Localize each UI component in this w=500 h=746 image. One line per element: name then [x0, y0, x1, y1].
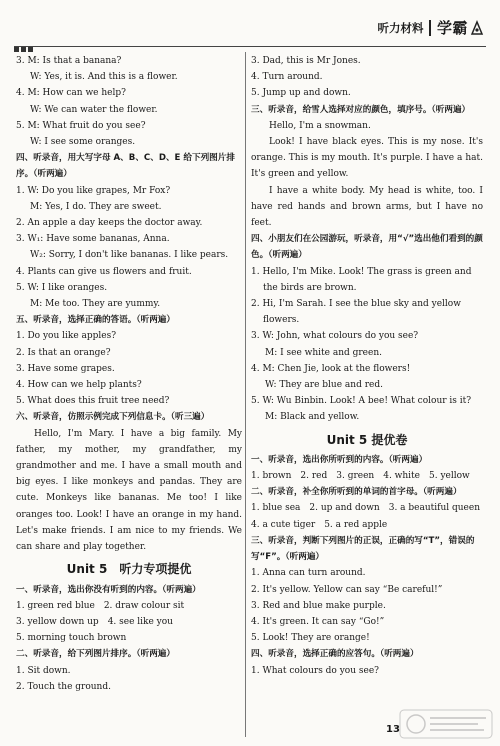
header-rule: [14, 46, 486, 47]
left-text-line: 1. green red blue 2. draw colour sit: [16, 600, 185, 611]
left-section-heading: 四、听录音，用大写字母 A、B、C、D、E 给下列图片排序。（听两遍）: [16, 153, 235, 180]
page-number: 13: [386, 724, 400, 735]
right-text-line: 1. Anna can turn around.: [251, 568, 366, 579]
right-text-line: 4. a cute tiger 5. a red apple: [251, 519, 388, 530]
left-text-line: W: We can water the flower.: [30, 104, 158, 115]
right-paragraph: I have a white body. My head is white, too. I have red hands and brown arms, but I have no feet.: [251, 185, 483, 229]
left-section-heading: 六、听录音，仿照示例完成下列信息卡。（听三遍）: [16, 412, 210, 423]
right-column: [251, 53, 483, 679]
left-section-heading: 一、听录音，选出你没有听到的内容。（听两遍）: [16, 584, 201, 595]
right-text-line: 4. M: Chen Jie, look at the flowers!: [251, 363, 411, 374]
left-text-line: 3. M: Is that a banana?: [16, 56, 122, 66]
right-text-line: 3. Red and blue make purple.: [251, 600, 386, 611]
right-text-line: 1. brown 2. red 3. green 4. white 5. yellow: [251, 471, 470, 482]
right-unit-heading: Unit 5 提优卷: [326, 432, 408, 447]
left-text-line: 4. M: How can we help?: [16, 88, 126, 99]
left-text-line: 5. W: I like oranges.: [16, 282, 108, 293]
right-text-line: 1. blue sea 2. up and down 3. a beautiful queen: [251, 503, 481, 514]
left-text-line: W: Yes, it is. And this is a flower.: [30, 72, 178, 83]
right-text-line: M: I see white and green.: [265, 347, 382, 358]
right-text-line: 3. W: John, what colours do you see?: [251, 331, 419, 342]
right-text-line: 5. Look! They are orange!: [251, 633, 370, 644]
right-text-line: 4. It's green. It can say “Go!”: [251, 616, 385, 627]
left-unit-heading: Unit 5 听力专项提优: [66, 562, 192, 577]
header-separator: [429, 20, 431, 36]
left-text-line: 5. What does this fruit tree need?: [16, 396, 170, 407]
right-text-line: 2. It's yellow. Yellow can say “Be careful!”: [251, 584, 443, 595]
right-text-line: 1. Hello, I'm Mike. Look! The grass is green and the birds are brown.: [251, 266, 472, 293]
left-text-line: 4. How can we help plants?: [16, 380, 142, 391]
right-text-line: 5. Jump up and down.: [251, 88, 351, 99]
left-text-line: M: Me too. They are yummy.: [30, 299, 161, 310]
page-header: [0, 0, 500, 48]
left-column: [16, 53, 242, 695]
left-text-line: 5. morning touch brown: [16, 633, 127, 644]
left-text-line: 1. W: Do you like grapes, Mr Fox?: [16, 185, 171, 196]
left-text-line: 2. An apple a day keeps the doctor away.: [16, 218, 203, 229]
right-text-line: 4. Turn around.: [251, 72, 323, 83]
column-divider: [245, 52, 246, 737]
left-section-heading: 五、听录音，选择正确的答语。（听两遍）: [16, 315, 175, 326]
right-section-heading: 四、听录音，选择正确的应答句。（听两遍）: [251, 649, 419, 660]
right-text-line: W: They are blue and red.: [265, 380, 383, 391]
left-text-line: 3. yellow down up 4. see like you: [16, 616, 173, 627]
left-text-line: 2. Touch the ground.: [16, 681, 111, 692]
right-paragraph: Hello, I'm a snowman.: [269, 120, 371, 131]
right-section-heading: 一、听录音，选出你所听到的内容。（听两遍）: [251, 454, 428, 465]
right-paragraph: Look! I have black eyes. This is my nose. It's orange. This is my mouth. It's purple. I have a hat. It's green and yellow.: [251, 137, 483, 180]
header-title: 听力材料: [377, 20, 424, 35]
left-paragraph: Hello, I'm Mary. I have a big family. My father, my mother, my grandfather, my grandmother and me. I have a small mouth and big eyes. I like monkeys and pandas. They are cute. Monkeys like bananas. Me too! I like oranges too. Look! I have an orange in my hand. Let's make friends. I am nice to my friends. We can share and play together.: [16, 428, 242, 553]
right-text-line: 1. What colours do you see?: [251, 665, 379, 676]
right-text-line: 3. Dad, this is Mr Jones.: [251, 56, 361, 66]
left-text-line: 1. Do you like apples?: [16, 331, 117, 342]
header-brand: 学霸: [436, 19, 468, 37]
right-section-heading: 三、听录音，判断下列图片的正误，正确的写“T”，错误的写“F”。（听两遍）: [251, 535, 475, 563]
right-text-line: 2. Hi, I'm Sarah. I see the blue sky and yellow flowers.: [251, 299, 461, 326]
header-title-group: [377, 17, 484, 38]
left-text-line: M: Yes, I do. They are sweet.: [30, 201, 162, 212]
watermark-logo: [398, 708, 494, 740]
left-text-line: 3. Have some grapes.: [16, 363, 115, 374]
left-text-line: W: I see some oranges.: [30, 137, 136, 148]
left-section-heading: 二、听录音，给下列图片排序。（听两遍）: [16, 649, 175, 660]
left-text-line: 4. Plants can give us flowers and fruit.: [16, 266, 192, 277]
brand-logo-icon: [470, 20, 484, 36]
right-text-line: M: Black and yellow.: [265, 412, 360, 423]
left-text-line: 2. Is that an orange?: [16, 347, 111, 358]
right-section-heading: 三、听录音，给雪人选择对应的颜色，填序号。（听两遍）: [251, 104, 471, 115]
left-text-line: 3. W₁: Have some bananas, Anna.: [16, 234, 170, 245]
left-text-line: 1. Sit down.: [16, 665, 71, 676]
right-text-line: 5. W: Wu Binbin. Look! A bee! What colour is it?: [251, 396, 472, 407]
right-section-heading: 四、小朋友们在公园游玩，听录音，用“√”选出他们看到的颜色。（听两遍）: [251, 234, 483, 261]
left-text-line: 5. M: What fruit do you see?: [16, 120, 146, 131]
right-section-heading: 二、听录音，补全你所听到的单词的首字母。（听两遍）: [251, 487, 462, 498]
left-text-line: W₂: Sorry, I don't like bananas. I like pears.: [30, 250, 229, 261]
